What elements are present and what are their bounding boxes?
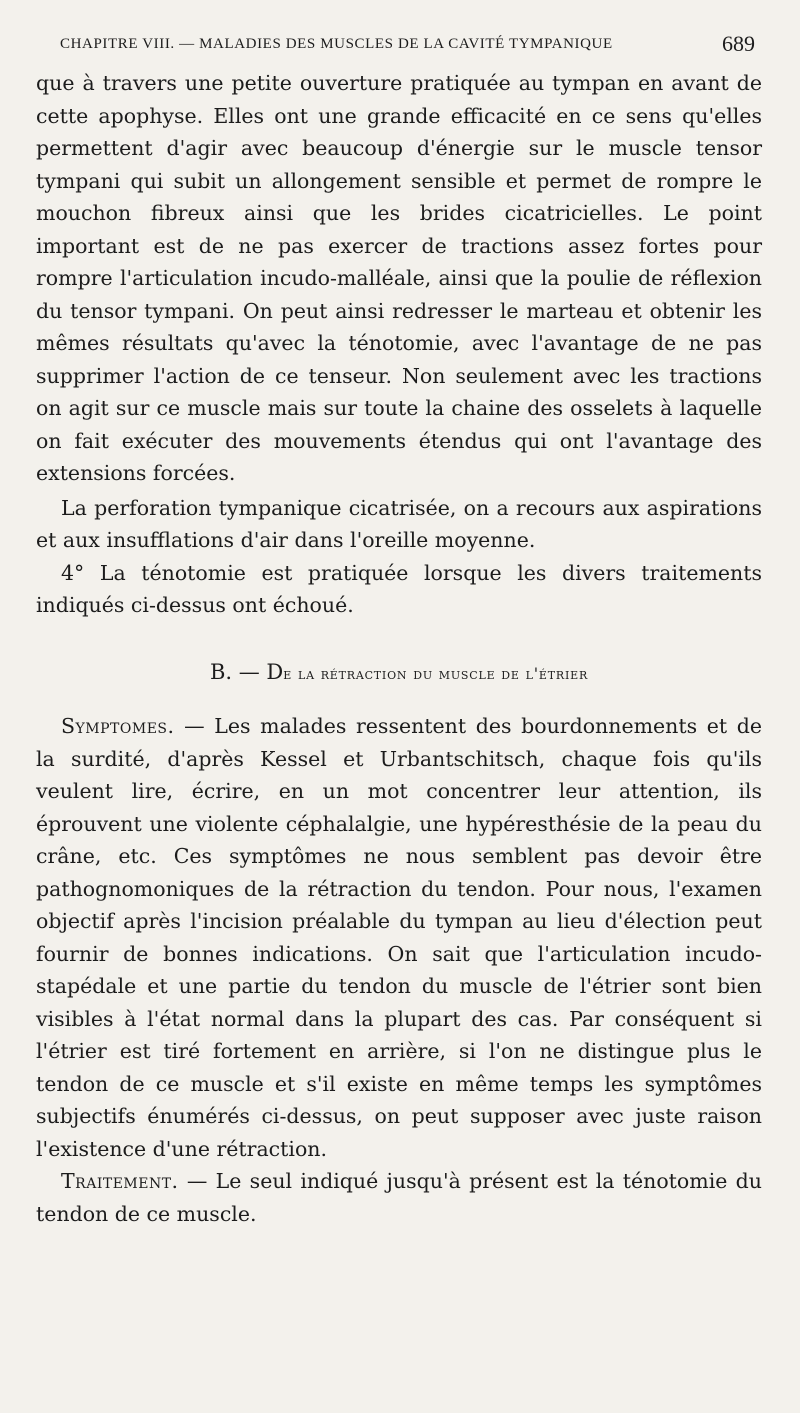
page-number: 689 <box>722 31 755 56</box>
paragraph-traitement <box>36 1165 762 1230</box>
symptoms-text: — Les malades ressentent des bourdonnements et de la surdité, d'après Kessel et Urbantschitsch, chaque fois qu'ils veulent lire, écrire, en un mot concentrer leur attention, ils éprouvent une violente céphalalgie, une hypéresthésie de la peau du crâne, etc. Ces symptômes ne nous semblent pas devoir être pathognomoniques de la rétraction du tendon. Pour nous, l'examen objectif après l'incision préalable du tympan au lieu d'élection peut fournir de bonnes indications. On sait que l'articulation incudo-stapédale et une partie du tendon du muscle de l'étrier sont bien visibles à l'état normal dans la plupart des cas. Par conséquent si l'étrier est tiré fortement en arrière, si l'on ne distingue plus le tendon de ce muscle et s'il existe en même temps les symptômes subjectifs énumérés ci-dessus, on peut supposer avec juste raison l'existence d'une rétraction. <box>36 714 762 1161</box>
section-heading-title: e la rétraction du muscle de l'étrier <box>283 663 589 683</box>
treatment-label: Traitement. <box>61 1169 179 1193</box>
section-heading-letter: B. — D <box>209 659 284 684</box>
paragraph-perforation: La perforation tympanique cicatrisée, on a recours aux aspirations et aux insufflations d'air dans l'oreille moyenne. <box>36 495 762 552</box>
paragraph-tractions: que à travers une petite ouverture pratiquée au tympan en avant de cette apophyse. Elles ont une grande efficacité en ce sens qu'elles permettent d'agir avec beaucoup d'énergie sur le muscle tensor tympani qui subit un allongement sensible et permet de rompre le mouchon fibreux ainsi que les brides cicatricielles. Le point important est de ne pas exercer de tractions assez fortes pour rompre l'articulation incudo-malléale, ainsi que la poulie de réflexion du tensor tympani. On peut ainsi redresser le marteau et obtenir les mêmes résultats qu'avec la ténotomie, avec l'avantage de ne pas supprimer l'action de ce tenseur. Non seulement avec les tractions on agit sur ce muscle mais sur toute la chaine des osselets à laquelle on fait exécuter des mouvements étendus qui ont l'avantage des extensions forcées. <box>36 71 762 485</box>
main-text <box>36 67 762 1230</box>
treatment-text: — Le seul indiqué jusqu'à présent est la ténotomie du tendon de ce muscle. <box>36 1169 762 1226</box>
running-title: CHAPITRE VIII. — MALADIES DES MUSCLES DE LA CAVITÉ TYMPANIQUE <box>60 36 613 52</box>
paragraph-tenotomie: 4° La ténotomie est pratiquée lorsque les divers traitements indiqués ci-dessus ont échoué. <box>36 560 762 617</box>
paragraph-symptomes <box>36 710 762 1165</box>
running-head <box>60 31 755 59</box>
section-heading <box>36 656 762 691</box>
symptoms-label: Symptomes. <box>61 714 175 738</box>
